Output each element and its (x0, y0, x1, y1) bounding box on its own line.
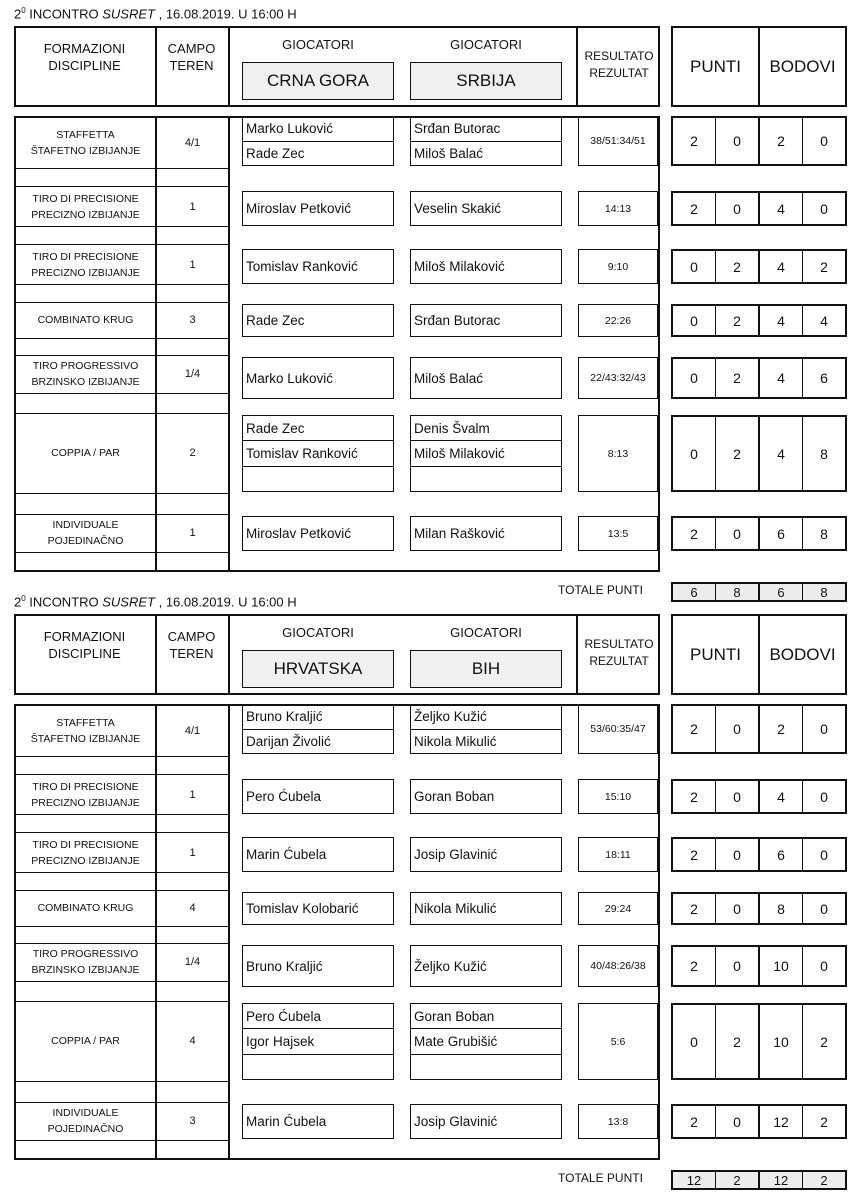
bodovi-value: 4 (758, 359, 802, 397)
player-name: Tomislav Ranković (246, 259, 358, 274)
field-number: 3 (189, 314, 196, 326)
result-value: 8:13 (578, 415, 658, 492)
header-label: FORMAZIONI (43, 629, 126, 644)
player-name: Miloš Milaković (411, 440, 561, 465)
bodovi-value: 0 (802, 781, 845, 812)
punti-value: 0 (690, 1033, 698, 1050)
result-value: 22/43:32/43 (578, 357, 658, 399)
punti-value: 0 (715, 781, 758, 812)
result-value: 15:10 (578, 779, 658, 814)
punti-value: 2 (715, 417, 758, 490)
discipline-line: TIRO DI PRECISIONE (32, 839, 139, 851)
bodovi-value: 4 (758, 251, 802, 282)
team-1-name: HRVATSKA (242, 650, 394, 688)
player-name: Miloš Balać (411, 141, 561, 166)
discipline-line: ŠTAFETNO IZBIJANJE (30, 733, 141, 745)
punti-value: 2 (690, 958, 698, 974)
discipline-label (16, 413, 155, 493)
punti-value: 0 (715, 1106, 758, 1137)
player-name (411, 466, 561, 491)
player-name: Nikola Mikulić (411, 729, 561, 754)
team-2-players (410, 304, 562, 337)
score-row (671, 945, 847, 987)
header-bodovi: BODOVI (758, 616, 845, 693)
bodovi-value: 12 (758, 1106, 802, 1137)
score-row (671, 704, 847, 754)
team-2-players (410, 415, 562, 492)
team-1-players (242, 779, 394, 814)
punti-value: 2 (715, 1005, 758, 1078)
bodovi-value: 10 (758, 947, 802, 985)
player-name: Željko Kužić (414, 958, 487, 974)
player-name: Marko Luković (246, 121, 334, 137)
score-row (671, 191, 847, 226)
result-value: 22:26 (578, 304, 658, 337)
field-number: 3 (189, 1115, 196, 1127)
player-name: Pero Ćubela (246, 1008, 322, 1024)
score-row (671, 357, 847, 399)
discipline-label (16, 302, 155, 338)
header-discipline (14, 628, 155, 668)
row-separator (14, 1081, 228, 1082)
header-label: CAMPO (167, 629, 216, 644)
player-name: Darijan Živolić (243, 729, 393, 754)
player-name: Igor Hajsek (243, 1028, 393, 1053)
score-row (671, 1104, 847, 1139)
total-points-label: TOTALE PUNTI (558, 1171, 643, 1185)
total-value: 12 (673, 1172, 715, 1188)
row-separator (14, 872, 228, 873)
discipline-line: POJEDINAČNO (47, 1123, 124, 1135)
bodovi-value: 0 (802, 894, 845, 923)
score-header-box (671, 26, 847, 107)
field-number: 1/4 (184, 368, 201, 380)
field-number: 1 (189, 259, 196, 271)
player-name: Nikola Mikulić (414, 901, 497, 916)
bodovi-value: 8 (802, 518, 845, 549)
header-label: TEREN (169, 58, 214, 73)
punti-value: 2 (690, 900, 698, 917)
punti-value: 2 (690, 721, 698, 737)
punti-value: 2 (715, 359, 758, 397)
header-label: DISCIPLINE (48, 58, 121, 73)
header-campo (155, 40, 228, 80)
player-name: Goran Boban (414, 789, 495, 804)
discipline-line: INDIVIDUALE (52, 1107, 119, 1119)
result-value: 53/60:35/47 (578, 704, 658, 754)
player-name: Rade Zec (243, 141, 393, 166)
field-number: 4 (189, 1035, 196, 1047)
bodovi-value: 4 (802, 306, 845, 335)
discipline-line: POJEDINAČNO (47, 535, 124, 547)
score-row (671, 516, 847, 551)
discipline-line: COPPIA / PAR (51, 1035, 120, 1047)
score-row (671, 892, 847, 925)
player-name: Marin Ćubela (246, 847, 327, 862)
result-value: 13:8 (578, 1104, 658, 1139)
discipline-line: TIRO PROGRESSIVO (32, 948, 139, 960)
team-2-players (410, 116, 562, 166)
team-2-name: BIH (410, 650, 562, 688)
player-name: Tomislav Ranković (243, 440, 393, 465)
team-2-players (410, 779, 562, 814)
title-text: INCONTRO (25, 594, 103, 610)
header-label: RESULTATO (584, 49, 654, 63)
bodovi-value: 8 (758, 894, 802, 923)
bodovi-value: 6 (802, 359, 845, 397)
total-value: 2 (802, 1172, 845, 1188)
player-name: Josip Glavinić (414, 847, 498, 862)
title-date: , 16.08.2019. U 16:00 H (154, 594, 297, 610)
player-name (243, 1054, 393, 1079)
row-separator (14, 981, 228, 982)
body-frame (14, 116, 660, 572)
bodovi-value: 2 (802, 1106, 845, 1137)
bodovi-value: 2 (802, 1005, 845, 1078)
header-punti: PUNTI (690, 644, 741, 664)
punti-value: 0 (690, 312, 698, 329)
discipline-line: COMBINATO KRUG (37, 902, 134, 914)
player-name: Goran Boban (414, 1008, 495, 1024)
score-row (671, 116, 847, 166)
player-name: Miloš Balać (414, 370, 484, 386)
team-1-players (242, 116, 394, 166)
match-title (14, 6, 414, 22)
discipline-line: COMBINATO KRUG (37, 314, 134, 326)
player-name: Rade Zec (246, 313, 305, 328)
team-1-name: CRNA GORA (242, 62, 394, 100)
title-number: 2 (14, 594, 22, 610)
player-name: Pero Ćubela (246, 789, 322, 804)
punti-value: 0 (715, 518, 758, 549)
score-row (671, 304, 847, 337)
bodovi-value: 0 (802, 706, 845, 752)
result-value: 14:13 (578, 191, 658, 226)
discipline-label (16, 514, 155, 552)
bodovi-value: 2 (758, 118, 802, 164)
body-divider (228, 704, 230, 1160)
player-name: Josip Glavinić (414, 1114, 498, 1129)
field-number: 1 (189, 789, 196, 801)
player-name: Marko Luković (246, 370, 334, 386)
team-1-players (242, 1104, 394, 1139)
field-number: 1 (189, 527, 196, 539)
total-value: 12 (758, 1172, 802, 1188)
discipline-label (16, 355, 155, 393)
discipline-line: ŠTAFETNO IZBIJANJE (30, 145, 141, 157)
player-name: Miroslav Petković (246, 526, 352, 541)
total-points-box (671, 582, 847, 602)
body-divider (155, 116, 157, 572)
player-name: Denis Švalm (414, 420, 490, 436)
title-superscript: 0 (21, 594, 26, 603)
discipline-label (16, 188, 155, 226)
discipline-label (16, 890, 155, 926)
team-2-players (410, 1104, 562, 1139)
result-value: 29:24 (578, 892, 658, 925)
punti-value: 0 (690, 445, 698, 462)
discipline-label (16, 834, 155, 872)
result-value: 40/48:26/38 (578, 945, 658, 987)
header-result (578, 636, 660, 672)
field-number: 4/1 (184, 725, 201, 737)
punti-value: 2 (715, 251, 758, 282)
discipline-label (16, 118, 155, 168)
team-1-players (242, 837, 394, 872)
punti-value: 0 (715, 947, 758, 985)
score-row (671, 779, 847, 814)
team-2-players (410, 704, 562, 754)
discipline-line: COPPIA / PAR (51, 447, 120, 459)
player-name: Mate Grubišić (411, 1028, 561, 1053)
discipline-label (16, 1102, 155, 1140)
player-name: Veselin Skakić (414, 201, 502, 216)
row-separator (14, 493, 228, 494)
row-separator (14, 1140, 228, 1141)
discipline-label (16, 1001, 155, 1081)
team-2-name: SRBIJA (410, 62, 562, 100)
bodovi-value: 4 (758, 306, 802, 335)
team-2-players (410, 1003, 562, 1080)
bodovi-value: 10 (758, 1005, 802, 1078)
body-frame (14, 704, 660, 1160)
team-2-players (410, 249, 562, 284)
discipline-line: TIRO DI PRECISIONE (32, 781, 139, 793)
body-divider (155, 704, 157, 1160)
header-punti: PUNTI (690, 56, 741, 76)
result-value: 18:11 (578, 837, 658, 872)
match-title (14, 594, 414, 610)
row-separator (14, 832, 228, 833)
discipline-label (16, 246, 155, 284)
header-result (578, 48, 660, 84)
total-value: 6 (673, 584, 715, 600)
field-number: 1/4 (184, 956, 201, 968)
team-2-players (410, 945, 562, 987)
bodovi-value: 2 (802, 251, 845, 282)
discipline-line: TIRO PROGRESSIVO (32, 360, 139, 372)
row-separator (14, 284, 228, 285)
discipline-line: PRECIZNO IZBIJANJE (31, 209, 140, 221)
row-separator (14, 756, 228, 757)
punti-value: 0 (715, 839, 758, 870)
header-players-1: GIOCATORI (282, 625, 354, 640)
discipline-label (16, 943, 155, 981)
punti-value: 0 (715, 706, 758, 752)
punti-value: 0 (715, 894, 758, 923)
bodovi-value: 2 (758, 706, 802, 752)
bodovi-value: 0 (802, 839, 845, 870)
title-number: 2 (14, 6, 22, 22)
bodovi-value: 8 (802, 417, 845, 490)
team-2-players (410, 892, 562, 925)
field-number: 1 (189, 201, 196, 213)
score-row (671, 837, 847, 872)
team-1-players (242, 892, 394, 925)
header-players-1: GIOCATORI (282, 37, 354, 52)
bodovi-value: 4 (758, 193, 802, 224)
punti-value: 2 (690, 525, 698, 542)
header-divider (228, 614, 230, 695)
discipline-line: BRZINSKO IZBIJANJE (31, 376, 140, 388)
player-name: Srđan Butorac (414, 121, 501, 137)
field-number: 4/1 (184, 137, 201, 149)
bodovi-value: 4 (758, 781, 802, 812)
header-label: CAMPO (167, 41, 216, 56)
score-row (671, 1003, 847, 1080)
discipline-line: PRECIZNO IZBIJANJE (31, 797, 140, 809)
player-name: Miloš Milaković (414, 259, 505, 274)
discipline-line: INDIVIDUALE (52, 519, 119, 531)
punti-value: 2 (715, 306, 758, 335)
result-value: 5:6 (578, 1003, 658, 1080)
team-1-players (242, 704, 394, 754)
header-label: REZULTAT (589, 654, 649, 668)
player-name: Miroslav Petković (246, 201, 352, 216)
header-players-2: GIOCATORI (450, 37, 522, 52)
score-header-box (671, 614, 847, 695)
total-points-box (671, 1170, 847, 1190)
punti-value: 2 (690, 846, 698, 863)
row-separator (14, 168, 228, 169)
result-value: 13:5 (578, 516, 658, 551)
team-1-players (242, 191, 394, 226)
discipline-line: TIRO DI PRECISIONE (32, 251, 139, 263)
row-separator (14, 774, 228, 775)
title-italic: SUSRET (102, 6, 155, 22)
player-name: Bruno Kraljić (246, 958, 323, 974)
row-separator (14, 926, 228, 927)
bodovi-value: 6 (758, 839, 802, 870)
punti-value: 2 (690, 133, 698, 149)
player-name: Tomislav Kolobarić (246, 901, 359, 916)
bodovi-value: 0 (802, 193, 845, 224)
header-label: TEREN (169, 646, 214, 661)
header-label: RESULTATO (584, 637, 654, 651)
row-separator (14, 186, 228, 187)
score-row (671, 415, 847, 492)
discipline-line: STAFFETTA (56, 129, 115, 141)
player-name: Milan Rašković (414, 526, 505, 541)
discipline-line: TIRO DI PRECISIONE (32, 193, 139, 205)
header-label: REZULTAT (589, 66, 649, 80)
punti-value: 0 (715, 118, 758, 164)
header-label: DISCIPLINE (48, 646, 121, 661)
team-2-players (410, 357, 562, 399)
punti-value: 0 (690, 370, 698, 386)
row-separator (14, 814, 228, 815)
title-text: INCONTRO (25, 6, 103, 22)
player-name: Rade Zec (246, 420, 305, 436)
player-name (411, 1054, 561, 1079)
team-1-players (242, 945, 394, 987)
discipline-line: BRZINSKO IZBIJANJE (31, 964, 140, 976)
punti-value: 2 (690, 788, 698, 805)
team-1-players (242, 516, 394, 551)
bodovi-value: 4 (758, 417, 802, 490)
total-points-label: TOTALE PUNTI (558, 583, 643, 597)
discipline-line: PRECIZNO IZBIJANJE (31, 267, 140, 279)
punti-value: 0 (715, 193, 758, 224)
header-discipline (14, 40, 155, 80)
player-name: Marin Ćubela (246, 1114, 327, 1129)
discipline-line: PRECIZNO IZBIJANJE (31, 855, 140, 867)
discipline-label (16, 706, 155, 756)
total-value: 8 (715, 584, 758, 600)
row-separator (14, 552, 228, 553)
row-separator (14, 338, 228, 339)
punti-value: 2 (690, 1113, 698, 1130)
player-name (243, 466, 393, 491)
result-value: 38/51:34/51 (578, 116, 658, 166)
team-1-players (242, 415, 394, 492)
body-divider (228, 116, 230, 572)
player-name: Bruno Kraljić (246, 709, 323, 725)
team-1-players (242, 1003, 394, 1080)
header-bodovi: BODOVI (758, 28, 845, 105)
team-2-players (410, 516, 562, 551)
total-value: 2 (715, 1172, 758, 1188)
bodovi-value: 6 (758, 518, 802, 549)
punti-value: 0 (690, 258, 698, 275)
header-divider (228, 26, 230, 107)
result-value: 9:10 (578, 249, 658, 284)
team-2-players (410, 837, 562, 872)
total-value: 8 (802, 584, 845, 600)
field-number: 2 (189, 447, 196, 459)
field-number: 4 (189, 902, 196, 914)
title-italic: SUSRET (102, 594, 155, 610)
team-1-players (242, 304, 394, 337)
player-name: Srđan Butorac (414, 313, 501, 328)
header-players-2: GIOCATORI (450, 625, 522, 640)
team-1-players (242, 357, 394, 399)
row-separator (14, 393, 228, 394)
discipline-line: STAFFETTA (56, 717, 115, 729)
header-campo (155, 628, 228, 668)
bodovi-value: 0 (802, 118, 845, 164)
field-number: 1 (189, 847, 196, 859)
team-1-players (242, 249, 394, 284)
title-date: , 16.08.2019. U 16:00 H (154, 6, 297, 22)
discipline-label (16, 776, 155, 814)
punti-value: 2 (690, 200, 698, 217)
team-2-players (410, 191, 562, 226)
header-label: FORMAZIONI (43, 41, 126, 56)
score-row (671, 249, 847, 284)
total-value: 6 (758, 584, 802, 600)
bodovi-value: 0 (802, 947, 845, 985)
player-name: Željko Kužić (414, 709, 487, 725)
row-separator (14, 226, 228, 227)
title-superscript: 0 (21, 6, 26, 15)
row-separator (14, 244, 228, 245)
